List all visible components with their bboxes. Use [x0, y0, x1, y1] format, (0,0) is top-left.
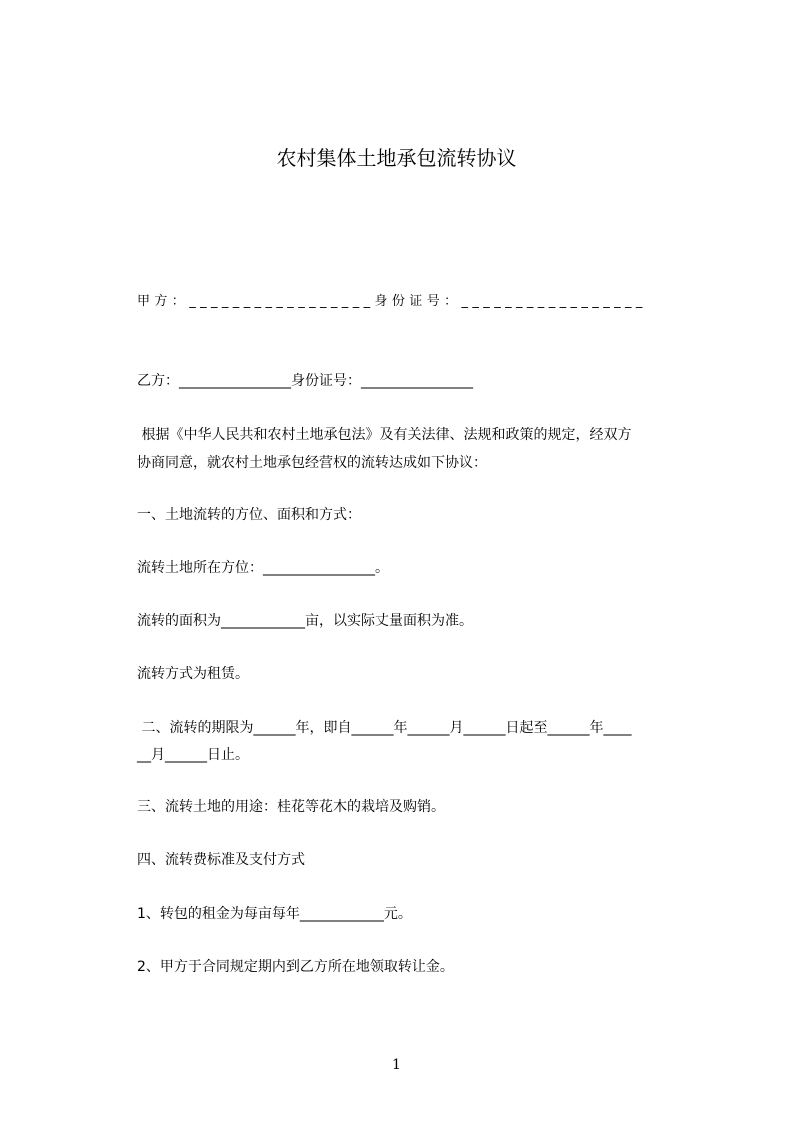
- document-title: 农村集体土地承包流转协议: [276, 146, 517, 170]
- party-a-line: 甲方：_________________身份证号：_________________: [137, 294, 647, 309]
- section-4-heading: 四、流转费标准及支付方式: [137, 852, 305, 868]
- preamble-line-2: 协商同意，就农村土地承包经营权的流转达成如下协议：: [137, 455, 487, 471]
- section-1-heading: 一、土地流转的方位、面积和方式：: [137, 507, 361, 523]
- area-line: 流转的面积为____________亩，以实际丈量面积为准。: [137, 613, 473, 629]
- page-number: 1: [392, 1057, 401, 1073]
- clause-4-2: 2、甲方于合同规定期内到乙方所在地领取转让金。: [137, 959, 454, 975]
- party-b-line: 乙方：________________身份证号：________________: [137, 373, 473, 389]
- preamble-line-1: 根据《中华人民共和农村土地承包法》及有关法律、法规和政策的规定，经双方: [137, 427, 632, 443]
- clause-4-1: 1、转包的租金为每亩每年____________元。: [137, 906, 412, 922]
- location-line: 流转土地所在方位：________________。: [137, 560, 389, 576]
- method-line: 流转方式为租赁。: [137, 666, 249, 682]
- section-2-line-2: __月______日止。: [137, 747, 249, 763]
- section-2-line-1: 二、流转的期限为______年，即自______年______月______日起至______年____: [137, 720, 632, 736]
- section-3-line: 三、流转土地的用途：桂花等花木的栽培及购销。: [137, 799, 445, 815]
